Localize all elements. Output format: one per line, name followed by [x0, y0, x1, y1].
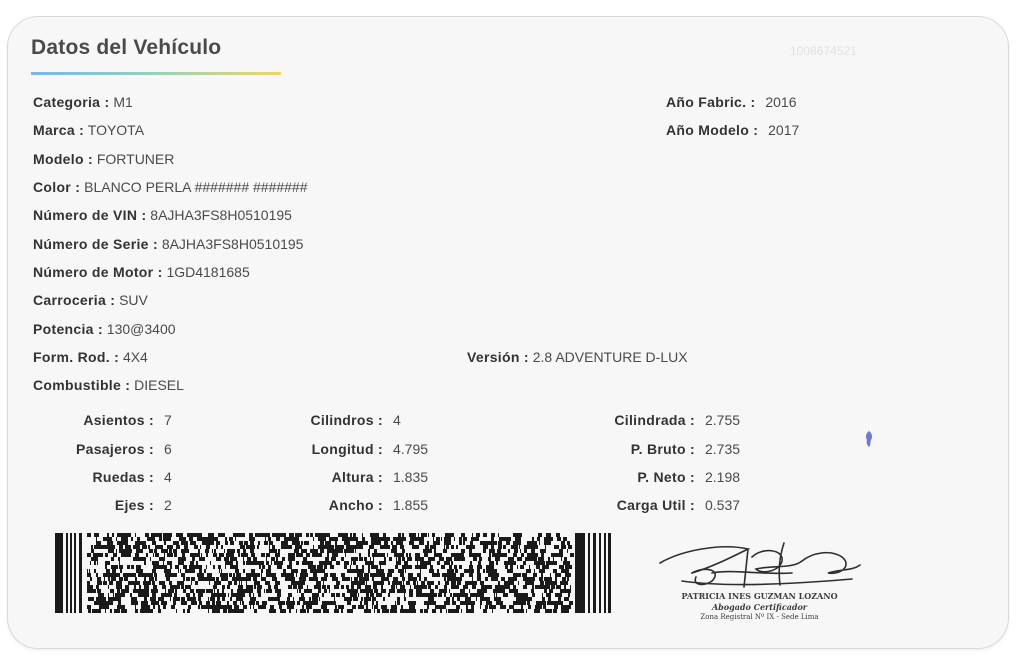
field-label: Form. Rod. :: [33, 349, 120, 365]
ink-stain-icon: [864, 430, 874, 448]
spec-label-p-neto: P. Neto :: [637, 469, 695, 485]
field-value: SUV: [119, 292, 148, 308]
spec-label-ejes: Ejes :: [114, 497, 154, 513]
field-label: Modelo :: [33, 151, 93, 167]
field-potencia: [33, 320, 176, 338]
field-value: 2.8 ADVENTURE D-LUX: [532, 349, 688, 365]
field-version: [467, 348, 688, 366]
spec-value-ancho: 1.855: [393, 497, 429, 513]
spec-value-cilindrada: 2.755: [705, 412, 741, 428]
field-label: Número de VIN :: [33, 207, 147, 223]
field-anio-fabric: [666, 93, 797, 111]
field-modelo: [33, 150, 174, 168]
field-label: Potencia :: [33, 321, 103, 337]
field-label: Marca :: [33, 122, 85, 138]
field-label: Versión :: [467, 349, 529, 365]
spec-label-asientos: Asientos :: [83, 412, 154, 428]
field-value: BLANCO PERLA ####### #######: [84, 179, 308, 195]
spec-value-p-neto: 2.198: [705, 469, 741, 485]
field-label: Número de Motor :: [33, 264, 163, 280]
field-value: DIESEL: [134, 377, 184, 393]
field-marca: [33, 121, 144, 139]
title-underline: [31, 72, 281, 75]
field-motor: [33, 263, 250, 281]
spec-value-ejes: 2: [164, 497, 172, 513]
spec-label-ancho: Ancho :: [328, 497, 383, 513]
field-value: 130@3400: [106, 321, 176, 337]
field-value: TOYOTA: [87, 122, 145, 138]
signatory-role: Abogado Certificador: [711, 602, 808, 612]
spec-value-cilindros: 4: [393, 412, 401, 428]
field-carroceria: [33, 291, 148, 309]
signatory-zone: Zona Registral Nº IX - Sede Lima: [700, 613, 819, 621]
field-form-rod: [33, 348, 148, 366]
field-value: 2017: [768, 122, 800, 138]
field-label: Año Modelo :: [666, 122, 759, 138]
field-color: [33, 178, 308, 196]
card-title: Datos del Vehículo: [31, 36, 222, 59]
spec-value-carga-util: 0.537: [705, 497, 741, 513]
field-label: Número de Serie :: [33, 236, 158, 252]
pdf417-barcode: [55, 533, 611, 613]
serial-number: 1008674521: [790, 44, 857, 58]
spec-label-ruedas: Ruedas :: [92, 469, 154, 485]
spec-label-cilindrada: Cilindrada :: [614, 412, 695, 428]
signature-block: [652, 535, 867, 625]
spec-label-altura: Altura :: [331, 469, 383, 485]
field-value: 4X4: [122, 349, 148, 365]
field-serie: [33, 235, 303, 253]
field-combustible: [33, 376, 184, 394]
spec-value-longitud: 4.795: [393, 441, 429, 457]
field-label: Color :: [33, 179, 81, 195]
field-value: 2016: [765, 94, 797, 110]
field-value: FORTUNER: [96, 151, 175, 167]
spec-label-p-bruto: P. Bruto :: [630, 441, 695, 457]
handwritten-signature: [652, 535, 867, 595]
field-label: Combustible :: [33, 377, 131, 393]
field-value: 8AJHA3FS8H0510195: [150, 207, 292, 223]
signatory-name: PATRICIA INES GUZMAN LOZANO: [681, 591, 838, 601]
spec-value-pasajeros: 6: [164, 441, 172, 457]
spec-label-carga-util: Carga Util :: [616, 497, 695, 513]
field-vin: [33, 206, 292, 224]
field-label: Categoria :: [33, 94, 110, 110]
field-categoria: [33, 93, 133, 111]
spec-value-asientos: 7: [164, 412, 172, 428]
spec-label-longitud: Longitud :: [311, 441, 383, 457]
spec-label-pasajeros: Pasajeros :: [75, 441, 154, 457]
spec-label-cilindros: Cilindros :: [310, 412, 383, 428]
spec-value-ruedas: 4: [164, 469, 172, 485]
field-value: 8AJHA3FS8H0510195: [161, 236, 304, 252]
field-anio-modelo: [666, 121, 799, 139]
spec-value-p-bruto: 2.735: [705, 441, 741, 457]
field-label: Carroceria :: [33, 292, 116, 308]
field-value: 1GD4181685: [166, 264, 250, 280]
field-value: M1: [113, 94, 133, 110]
spec-value-altura: 1.835: [393, 469, 429, 485]
field-label: Año Fabric. :: [666, 94, 756, 110]
